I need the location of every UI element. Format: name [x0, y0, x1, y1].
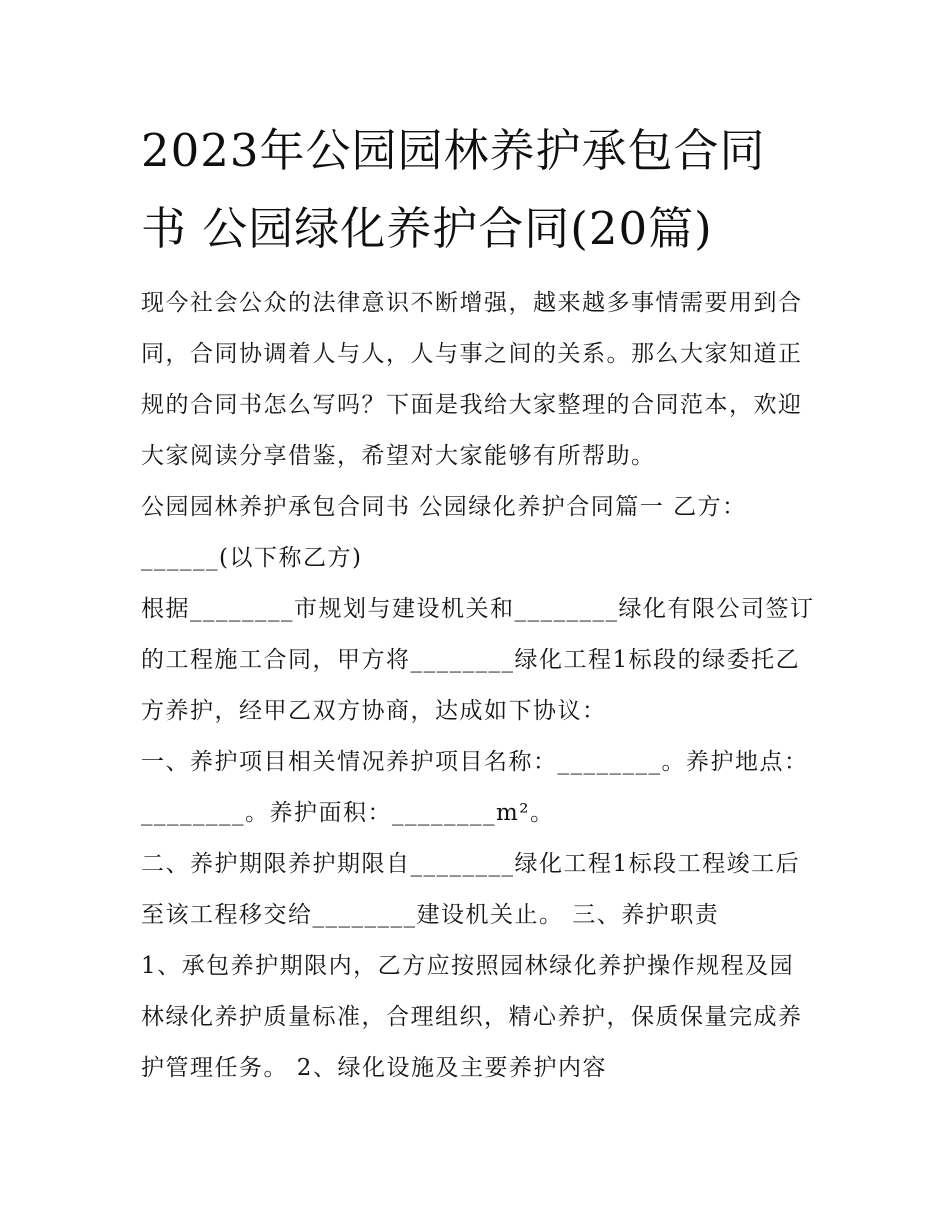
clause-line: 二、养护期限养护期限自________绿化工程1标段工程竣工后	[141, 851, 801, 877]
title-line: 书 公园绿化养护合同(20篇)	[141, 202, 713, 255]
party-b-line: ______(以下称乙方)	[141, 545, 363, 571]
title-line: 2023年公园园林养护承包合同	[141, 124, 766, 177]
intro-line: 规的合同书怎么写吗？下面是我给大家整理的合同范本，欢迎	[141, 392, 803, 418]
clause-line: 一、养护项目相关情况养护项目名称：________。养护地点：	[141, 749, 809, 775]
clause-line: 1、承包养护期限内，乙方应按照园林绿化养护操作规程及园	[141, 953, 795, 979]
contract-text-line: 的工程施工合同，甲方将________绿化工程1标段的绿委托乙	[141, 647, 801, 673]
section-heading-line: 公园园林养护承包合同书 公园绿化养护合同篇一 乙方：	[141, 494, 747, 520]
clause-line: 林绿化养护质量标准，合理组织，精心养护，保质保量完成养	[141, 1004, 803, 1030]
contract-text-line: 方养护，经甲乙双方协商，达成如下协议：	[141, 698, 607, 724]
clause-line: ________。养护面积：________m²。	[141, 800, 555, 826]
intro-line: 大家阅读分享借鉴，希望对大家能够有所帮助。	[141, 443, 656, 469]
document-body	[141, 278, 821, 1094]
intro-line: 现今社会公众的法律意识不断增强，越来越多事情需要用到合	[141, 290, 803, 316]
contract-text-line: 根据________市规划与建设机关和________绿化有限公司签订	[141, 596, 815, 622]
clause-line: 至该工程移交给________建设机关止。 三、养护职责	[141, 902, 720, 928]
document-title	[141, 112, 821, 268]
clause-line: 护管理任务。 2、绿化设施及主要养护内容	[141, 1055, 607, 1081]
intro-line: 同，合同协调着人与人，人与事之间的关系。那么大家知道正	[141, 341, 803, 367]
